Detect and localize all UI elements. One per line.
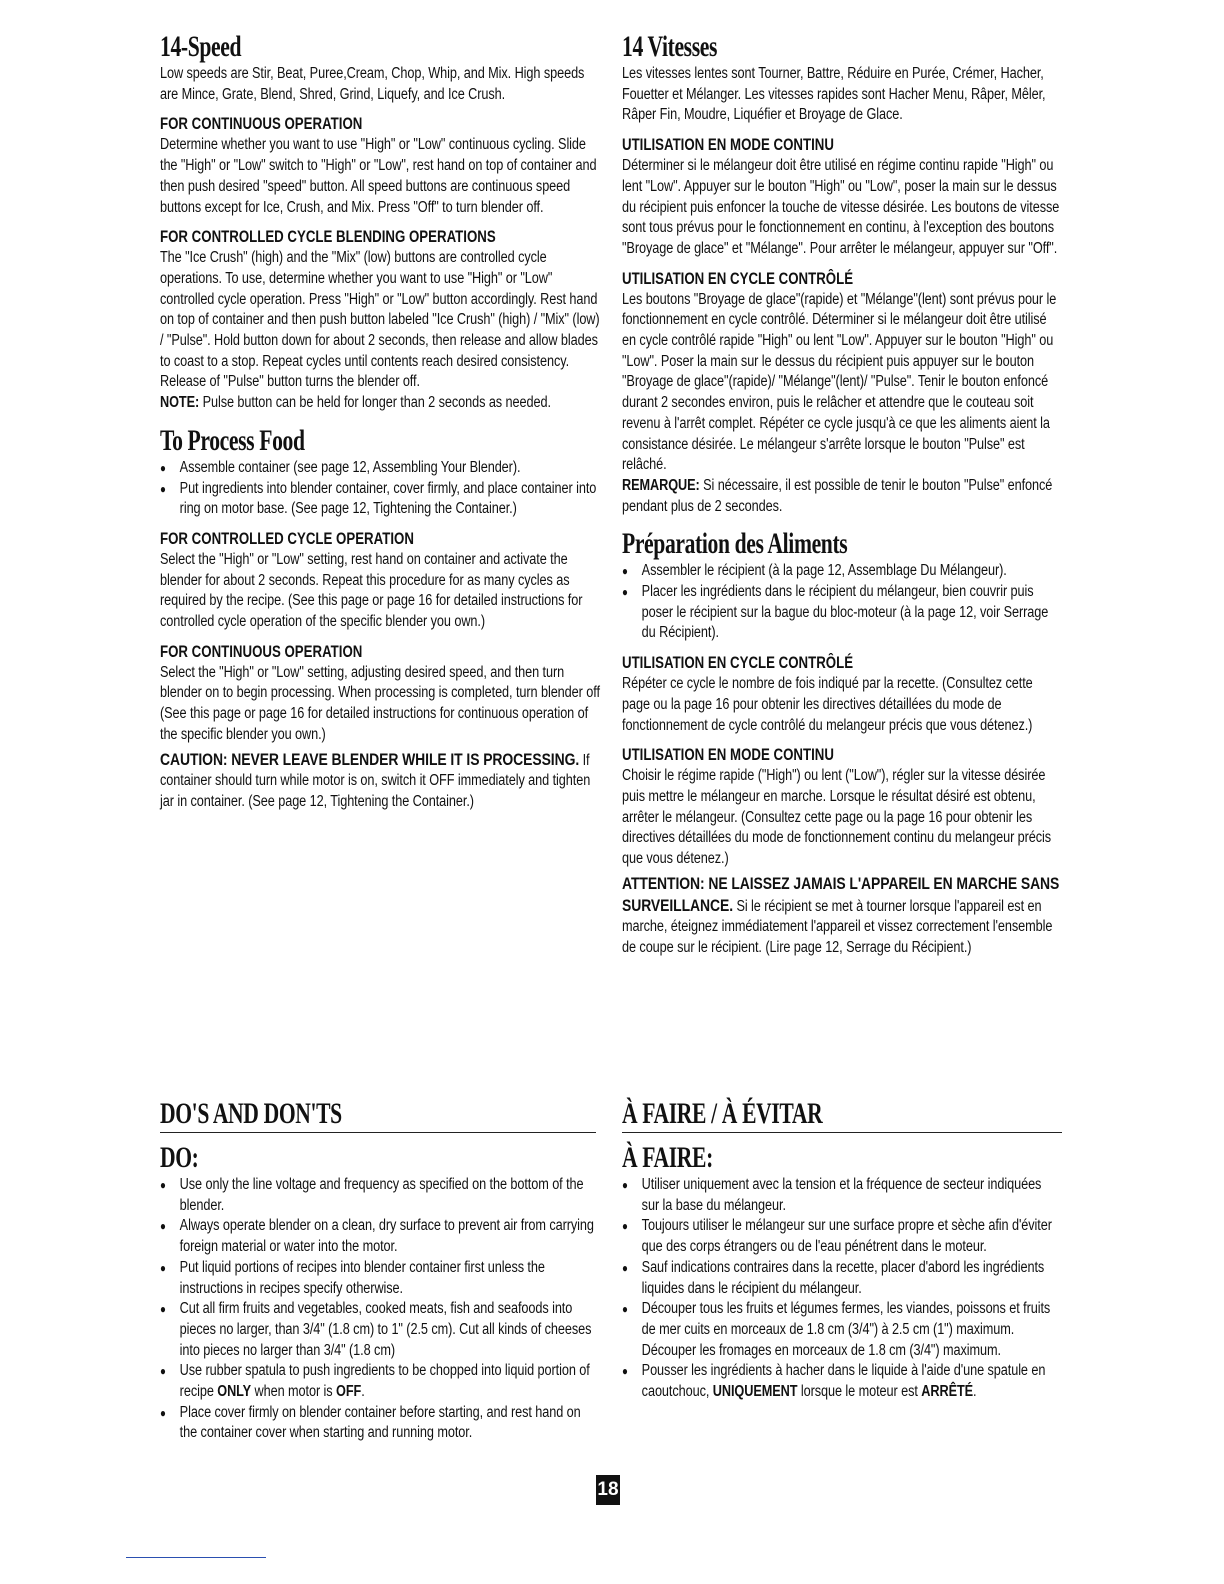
do-list [160, 1175, 600, 1444]
list-item: ● Utiliser uniquement avec la tension et la fréquence de secteur indiquées sur la base du mélangeur. [622, 1175, 1062, 1216]
dos-donts-right [622, 1097, 1062, 1403]
section-title-process: To Process Food [160, 423, 305, 457]
list-item: ● Découper tous les fruits et légumes fermes, les viandes, poissons et fruits de mer cuits en morceaux de 1.8 cm (3/4") à 2.5 cm (1") maximum. Découper les fromages en morceaux de 1.8 cm (3/4") maximum. [622, 1299, 1062, 1361]
do-item-text: . [973, 1383, 977, 1401]
attention-label: ATTENTION: NE LAISSEZ JAMAIS L'APPAREIL EN MARCHE SANS SURVEILLANCE. [622, 873, 1060, 915]
controle-text: Les boutons "Broyage de glace"(rapide) et "Mélange"(lent) sont prévus pour le fonctionnement en cycle contrôlé. Déterminer si le mélangeur doit être utilisé en cycle contrôlé rapide "High" ou lent "Low". Appuyer sur le bouton "High" ou "Low". Poser la main sur le dessus du récipient puis appuyer sur le bouton "Broyage de glace"(rapide)/ "Mélange"(lent)/ "Pulse". Tenir le bouton enfoncé durant 2 secondes environ, puis le relâcher et attendre que le couteau soit revenu à l'arrêt complet. Répéter ce cycle jusqu'à ce que les aliments aient la consistance désirée. Le mélangeur s'arrête lorsque le bouton "Pulse" est relâché. [622, 290, 1057, 474]
caution-label: CAUTION: NEVER LEAVE BLENDER WHILE IT IS PROCESSING. [160, 749, 580, 769]
attention-text: Si le récipient se met à tourner lorsque l'appareil est en marche, éteignez immédiatement l'appareil et vissez correctement l'ensemble de coupe sur le récipient. (Lire page 12, Serrage du Récipient.) [622, 897, 1053, 956]
right-column [622, 30, 1062, 959]
list-item: ● Put liquid portions of recipes into blender container first unless the instructions in recipes specify otherwise. [160, 1258, 600, 1299]
process-controlled-heading: FOR CONTROLLED CYCLE OPERATION [160, 528, 414, 548]
section-title-vitesses: 14 Vitesses [622, 30, 718, 63]
prep-controle-heading: UTILISATION EN CYCLE CONTRÔLÉ [622, 653, 854, 673]
remarque-paragraph [622, 476, 1062, 517]
speed-intro: Low speeds are Stir, Beat, Puree,Cream, Chop, Whip, and Mix. High speeds are Mince, Grate, Blend, Shred, Grind, Liquefy, and Ice Crush. [160, 65, 585, 103]
note-paragraph [160, 393, 600, 414]
list-item: ● Assembler le récipient (à la page 12, Assemblage Du Mélangeur). [622, 561, 1062, 582]
list-item: ● Always operate blender on a clean, dry surface to prevent air from carrying foreign material or water into the motor. [160, 1216, 600, 1257]
caution-paragraph [160, 750, 600, 813]
section-title-speed: 14-Speed [160, 30, 242, 63]
attention-paragraph [622, 874, 1062, 959]
do-item-text: lorsque le moteur est [797, 1383, 922, 1401]
process-continuous-heading: FOR CONTINUOUS OPERATION [160, 641, 363, 661]
list-item: ● Cut all firm fruits and vegetables, cooked meats, fish and seafoods into pieces no larger, than 3/4" (1.8 cm) to 1" (2.5 cm). Cut all kinds of cheeses into pieces no larger than 3/4" (1.8 cm) [160, 1299, 600, 1361]
list-item: ● Put ingredients into blender container, cover firmly, and place container into ring on motor base. (See page 12, Tightening the Container.) [160, 479, 600, 520]
a-faire-list [622, 1175, 1062, 1403]
process-continuous-text: Select the "High" or "Low" setting, adjusting desired speed, and then turn blender on to begin processing. When processing is completed, turn blender off (See this page or page 16 for detailed instructions for continuous operation of the specific blender you own.) [160, 663, 600, 743]
a-faire-title: À FAIRE / À ÉVITAR [622, 1097, 823, 1130]
continu-text: Déterminer si le mélangeur doit être utilisé en régime continu rapide "High" ou lent "Low". Appuyer sur le bouton "High" ou "Low", poser la main sur le dessus du récipient puis enfoncer la touche de vitesse désirée. Les boutons de vitesse sont tous prévus pour le fonctionnement en continu, à l'exception des boutons "Broyage de glace" et "Mélange". Pour arrêter le mélangeur, appuyer sur "Off". [622, 157, 1060, 257]
controlled-text: The "Ice Crush" (high) and the "Mix" (low) buttons are controlled cycle operations. To use, determine whether you want to use "High" or "Low" controlled cycle operation. Press "High" or "Low" button accordingly. Rest hand on top of container and then push button labeled "Ice Crush" (high) / "Mix" (low) / "Pulse". Hold button down for about 2 seconds, then release and allow blades to coast to a stop. Repeat cycles until contents reach desired consistency. Release of "Pulse" button turns the blender off. [160, 249, 600, 391]
controle-heading: UTILISATION EN CYCLE CONTRÔLÉ [622, 268, 854, 288]
list-item [160, 1361, 600, 1402]
continuous-heading: FOR CONTINUOUS OPERATION [160, 114, 363, 134]
caution-text: If container should turn while motor is on, switch it OFF immediately and tighten jar in container. (See page 12, Tightening the Container.) [160, 751, 591, 810]
a-faire-subtitle: À FAIRE: [622, 1141, 713, 1174]
do-item-text: when motor is [251, 1383, 337, 1401]
prep-continu-text: Choisir le régime rapide ("High") ou lent ("Low"), régler sur la vitesse désirée puis mettre le mélangeur en marche. Lorsque le résultat désiré est obtenu, arrêter le mélangeur. (Consultez cette page ou la page 16 pour obtenir les directives détaillées du mode de fonctionnement continu du melangeur précis que vous détenez.) [622, 767, 1052, 868]
list-item [622, 1361, 1062, 1402]
list-item: ● Sauf indications contraires dans la recette, placer d'abord les ingrédients liquides dans le récipient du mélangeur. [622, 1258, 1062, 1299]
do-item-emphasis: OFF [336, 1383, 362, 1401]
do-item-emphasis: ONLY [217, 1383, 252, 1401]
do-item-emphasis: ARRÊTÉ [921, 1383, 974, 1401]
do-item-text: Use rubber spatula to push ingredients to be chopped into liquid portion of recipe [179, 1362, 590, 1401]
prep-continu-heading: UTILISATION EN MODE CONTINU [622, 745, 834, 765]
vitesses-intro: Les vitesses lentes sont Tourner, Battre, Réduire en Purée, Crémer, Hacher, Fouetter et Mélanger. Les vitesses rapides sont Hacher Menu, Râper, Mêler, Râper Fin, Moudre, Liquéfier et Broyage de Glace. [622, 65, 1046, 124]
list-item: ● Toujours utiliser le mélangeur sur une surface propre et sèche afin d'éviter que des corps étrangers ou de l'eau pénétrent dans le moteur. [622, 1216, 1062, 1257]
list-item: ● Assemble container (see page 12, Assembling Your Blender). [160, 458, 600, 479]
do-title: DO: [160, 1141, 199, 1174]
dos-donts-title: DO'S AND DON'TS [160, 1097, 342, 1130]
list-item: ● Use only the line voltage and frequency as specified on the bottom of the blender. [160, 1175, 600, 1216]
process-controlled-text: Select the "High" or "Low" setting, rest hand on container and activate the blender for about 2 seconds. Repeat this procedure for as many cycles as required by the recipe. (See this page or page 16 for detailed instructions for controlled cycle operation of the specific blender you own.) [160, 550, 583, 631]
remarque-text: Si nécessaire, il est possible de tenir le bouton "Pulse" enfoncé pendant plus de 2 secondes. [622, 476, 1053, 515]
list-item: ● Placer les ingrédients dans le récipient du mélangeur, bien couvrir puis poser le récipient sur la bague du bloc-moteur (à la page 12, voir Serrage du Récipient). [622, 582, 1062, 644]
do-item-emphasis: UNIQUEMENT [712, 1383, 798, 1401]
page-number: 18 [596, 1475, 620, 1505]
do-item-text: . [361, 1383, 365, 1401]
section-title-preparation: Préparation des Aliments [622, 527, 848, 561]
do-item-text: Pousser les ingrédients à hacher dans le liquide à l'aide d'une spatule en caoutchouc, [641, 1362, 1046, 1401]
left-column [160, 30, 600, 813]
dos-donts-left [160, 1097, 600, 1444]
scan-edge-line [126, 1557, 266, 1558]
note-text: Pulse button can be held for longer than 2 seconds as needed. [202, 394, 551, 412]
list-item: ● Place cover firmly on blender container before starting, and rest hand on the container cover when starting and running motor. [160, 1403, 600, 1444]
controlled-heading: FOR CONTROLLED CYCLE BLENDING OPERATIONS [160, 227, 496, 247]
continuous-text: Determine whether you want to use "High" or "Low" continuous cycling. Slide the "High" or "Low" switch to "High" or "Low", rest hand on top of container and then push desired "speed" button. All speed buttons are continuous speed buttons except for Ice, Crush, and Mix. Press "Off" to turn blender off. [160, 136, 597, 216]
continu-heading: UTILISATION EN MODE CONTINU [622, 135, 834, 155]
process-list [160, 458, 600, 520]
prep-controle-text: Répéter ce cycle le nombre de fois indiqué par la recette. (Consultez cette page ou la page 16 pour obtenir les directives détaillées du mode de fonctionnement de cycle contrôlé du melangeur précis que vous détenez.) [622, 675, 1033, 734]
note-label: NOTE: [160, 394, 200, 412]
preparation-list [622, 561, 1062, 644]
remarque-label: REMARQUE: [622, 476, 700, 494]
